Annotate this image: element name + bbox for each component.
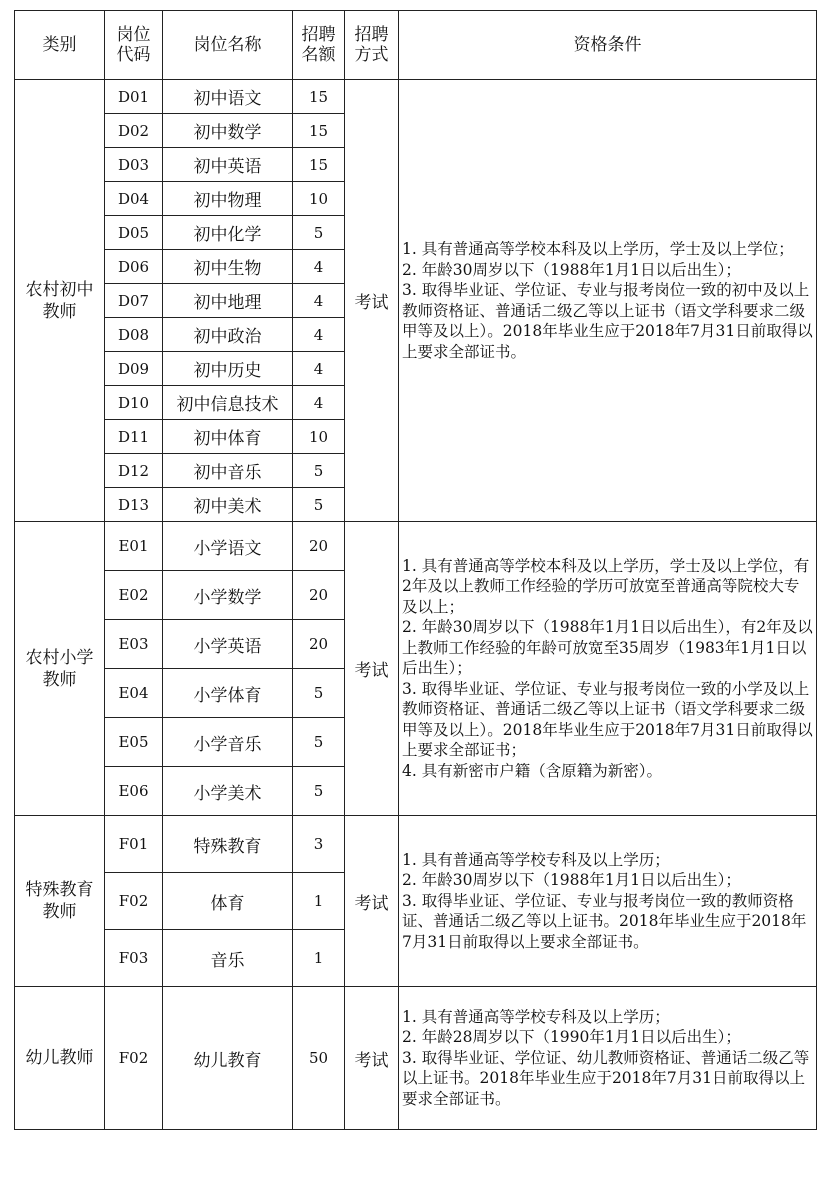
- recruit-method: 考试: [345, 80, 399, 522]
- position-code: D08: [105, 318, 163, 352]
- recruit-count: 1: [293, 873, 345, 930]
- recruit-method: 考试: [345, 816, 399, 987]
- position-name: 初中英语: [163, 148, 293, 182]
- position-name: 小学英语: [163, 620, 293, 669]
- header-code-line2: 代码: [116, 45, 151, 65]
- position-code: E03: [105, 620, 163, 669]
- recruit-count: 5: [293, 718, 345, 767]
- position-code: F02: [105, 873, 163, 930]
- header-method-line1: 招聘: [354, 25, 389, 45]
- recruit-count: 5: [293, 216, 345, 250]
- position-name: 小学体育: [163, 669, 293, 718]
- qualification-conditions: [399, 522, 817, 816]
- header-method-line2: 方式: [354, 45, 389, 65]
- position-code: E04: [105, 669, 163, 718]
- position-code: D12: [105, 454, 163, 488]
- condition-item: 3. 取得毕业证、学位证、幼儿教师资格证、普通话二级乙等以上证书。2018年毕业生应于2018年7月31日前取得以上要求全部证书。: [402, 1048, 810, 1108]
- recruitment-table-container: [14, 10, 817, 1130]
- recruit-method: 考试: [345, 522, 399, 816]
- recruit-count: 20: [293, 620, 345, 669]
- header-category: 类别: [15, 11, 105, 80]
- position-code: D07: [105, 284, 163, 318]
- category-line: 农村初中: [25, 279, 94, 300]
- category-line: 教师: [42, 301, 77, 322]
- position-name: 小学数学: [163, 571, 293, 620]
- condition-item: 1. 具有普通高等学校专科及以上学历；: [402, 1007, 670, 1026]
- position-code: D03: [105, 148, 163, 182]
- qualification-conditions: [399, 987, 817, 1130]
- position-name: 初中化学: [163, 216, 293, 250]
- condition-item: 1. 具有普通高等学校本科及以上学历，学士及以上学位，有2年及以上教师工作经验的学历可放宽至普通高等院校大专及以上；: [402, 556, 810, 616]
- category-cell: [15, 987, 105, 1130]
- position-name: 初中历史: [163, 352, 293, 386]
- recruit-count: 20: [293, 571, 345, 620]
- position-code: E02: [105, 571, 163, 620]
- recruit-count: 15: [293, 114, 345, 148]
- category-cell: [15, 80, 105, 522]
- table-row: [15, 816, 817, 873]
- category-line: 教师: [42, 902, 77, 922]
- position-code: D10: [105, 386, 163, 420]
- position-name: 初中体育: [163, 420, 293, 454]
- position-code: F03: [105, 930, 163, 987]
- category-cell: [15, 816, 105, 987]
- category-cell: [15, 522, 105, 816]
- condition-item: 3. 取得毕业证、学位证、专业与报考岗位一致的教师资格证、普通话二级乙等以上证书。2018年毕业生应于2018年7月31日前取得以上要求全部证书。: [402, 891, 807, 951]
- position-code: D02: [105, 114, 163, 148]
- recruit-count: 20: [293, 522, 345, 571]
- header-code-line1: 岗位: [116, 25, 151, 45]
- recruit-count: 4: [293, 284, 345, 318]
- position-name: 幼儿教育: [163, 987, 293, 1130]
- recruit-count: 3: [293, 816, 345, 873]
- position-name: 初中物理: [163, 182, 293, 216]
- recruit-count: 4: [293, 250, 345, 284]
- position-name: 小学美术: [163, 767, 293, 816]
- position-code: E06: [105, 767, 163, 816]
- recruit-count: 4: [293, 352, 345, 386]
- header-count-line2: 名额: [301, 45, 336, 65]
- condition-item: 2. 年龄30周岁以下（1988年1月1日以后出生），有2年及以上教师工作经验的年龄可放宽至35周岁（1983年1月1日以后出生）；: [402, 618, 813, 678]
- position-name: 特殊教育: [163, 816, 293, 873]
- position-name: 初中美术: [163, 488, 293, 522]
- recruit-count: 15: [293, 80, 345, 114]
- condition-item: 1. 具有普通高等学校专科及以上学历；: [402, 850, 670, 869]
- recruit-count: 1: [293, 930, 345, 987]
- header-row: [15, 11, 817, 80]
- header-name: 岗位名称: [163, 11, 293, 80]
- condition-item: 3. 取得毕业证、学位证、专业与报考岗位一致的初中及以上教师资格证、普通话二级乙等以上证书（语文学科要求二级甲等及以上）。2018年毕业生应于2018年7月31日前取得以上要求全部证书。: [402, 281, 813, 361]
- position-name: 初中地理: [163, 284, 293, 318]
- condition-item: 2. 年龄30周岁以下（1988年1月1日以后出生）；: [402, 871, 741, 890]
- recruit-count: 5: [293, 454, 345, 488]
- recruit-count: 10: [293, 182, 345, 216]
- position-code: E01: [105, 522, 163, 571]
- position-code: D09: [105, 352, 163, 386]
- condition-item: 2. 年龄30周岁以下（1988年1月1日以后出生）；: [402, 260, 741, 279]
- header-code: [105, 11, 163, 80]
- recruit-count: 4: [293, 386, 345, 420]
- position-name: 初中音乐: [163, 454, 293, 488]
- position-name: 初中信息技术: [163, 386, 293, 420]
- condition-item: 3. 取得毕业证、学位证、专业与报考岗位一致的小学及以上教师资格证、普通话二级乙等以上证书（语文学科要求二级甲等及以上）。2018年毕业生应于2018年7月31日前取得以上要求全部证书；: [402, 679, 813, 760]
- position-code: D06: [105, 250, 163, 284]
- position-code: F02: [105, 987, 163, 1130]
- qualification-conditions: [399, 816, 817, 987]
- position-name: 音乐: [163, 930, 293, 987]
- position-name: 小学语文: [163, 522, 293, 571]
- table-body: [15, 80, 817, 1130]
- table-row: [15, 80, 817, 114]
- qualification-conditions: [399, 80, 817, 522]
- table-row: [15, 522, 817, 571]
- position-code: D11: [105, 420, 163, 454]
- recruit-count: 4: [293, 318, 345, 352]
- position-code: D13: [105, 488, 163, 522]
- position-code: D01: [105, 80, 163, 114]
- recruitment-table: [14, 10, 817, 1130]
- position-name: 初中语文: [163, 80, 293, 114]
- condition-item: 4. 具有新密市户籍（含原籍为新密）。: [402, 761, 662, 780]
- recruit-count: 10: [293, 420, 345, 454]
- category-line: 农村小学: [25, 647, 94, 668]
- category-line: 幼儿教师: [25, 1048, 94, 1068]
- header-conditions: 资格条件: [399, 11, 817, 80]
- position-code: E05: [105, 718, 163, 767]
- position-code: D04: [105, 182, 163, 216]
- recruit-count: 5: [293, 488, 345, 522]
- header-count-line1: 招聘: [301, 25, 336, 45]
- recruit-method: 考试: [345, 987, 399, 1130]
- condition-item: 1. 具有普通高等学校本科及以上学历，学士及以上学位；: [402, 240, 794, 258]
- recruit-count: 5: [293, 767, 345, 816]
- position-code: D05: [105, 216, 163, 250]
- position-name: 初中数学: [163, 114, 293, 148]
- category-line: 特殊教育: [25, 880, 94, 900]
- table-row: [15, 987, 817, 1130]
- recruit-count: 15: [293, 148, 345, 182]
- position-code: F01: [105, 816, 163, 873]
- condition-item: 2. 年龄28周岁以下（1990年1月1日以后出生）；: [402, 1028, 741, 1047]
- header-count: [293, 11, 345, 80]
- category-line: 教师: [42, 669, 77, 690]
- position-name: 小学音乐: [163, 718, 293, 767]
- position-name: 初中政治: [163, 318, 293, 352]
- recruit-count: 5: [293, 669, 345, 718]
- header-method: [345, 11, 399, 80]
- recruit-count: 50: [293, 987, 345, 1130]
- position-name: 体育: [163, 873, 293, 930]
- position-name: 初中生物: [163, 250, 293, 284]
